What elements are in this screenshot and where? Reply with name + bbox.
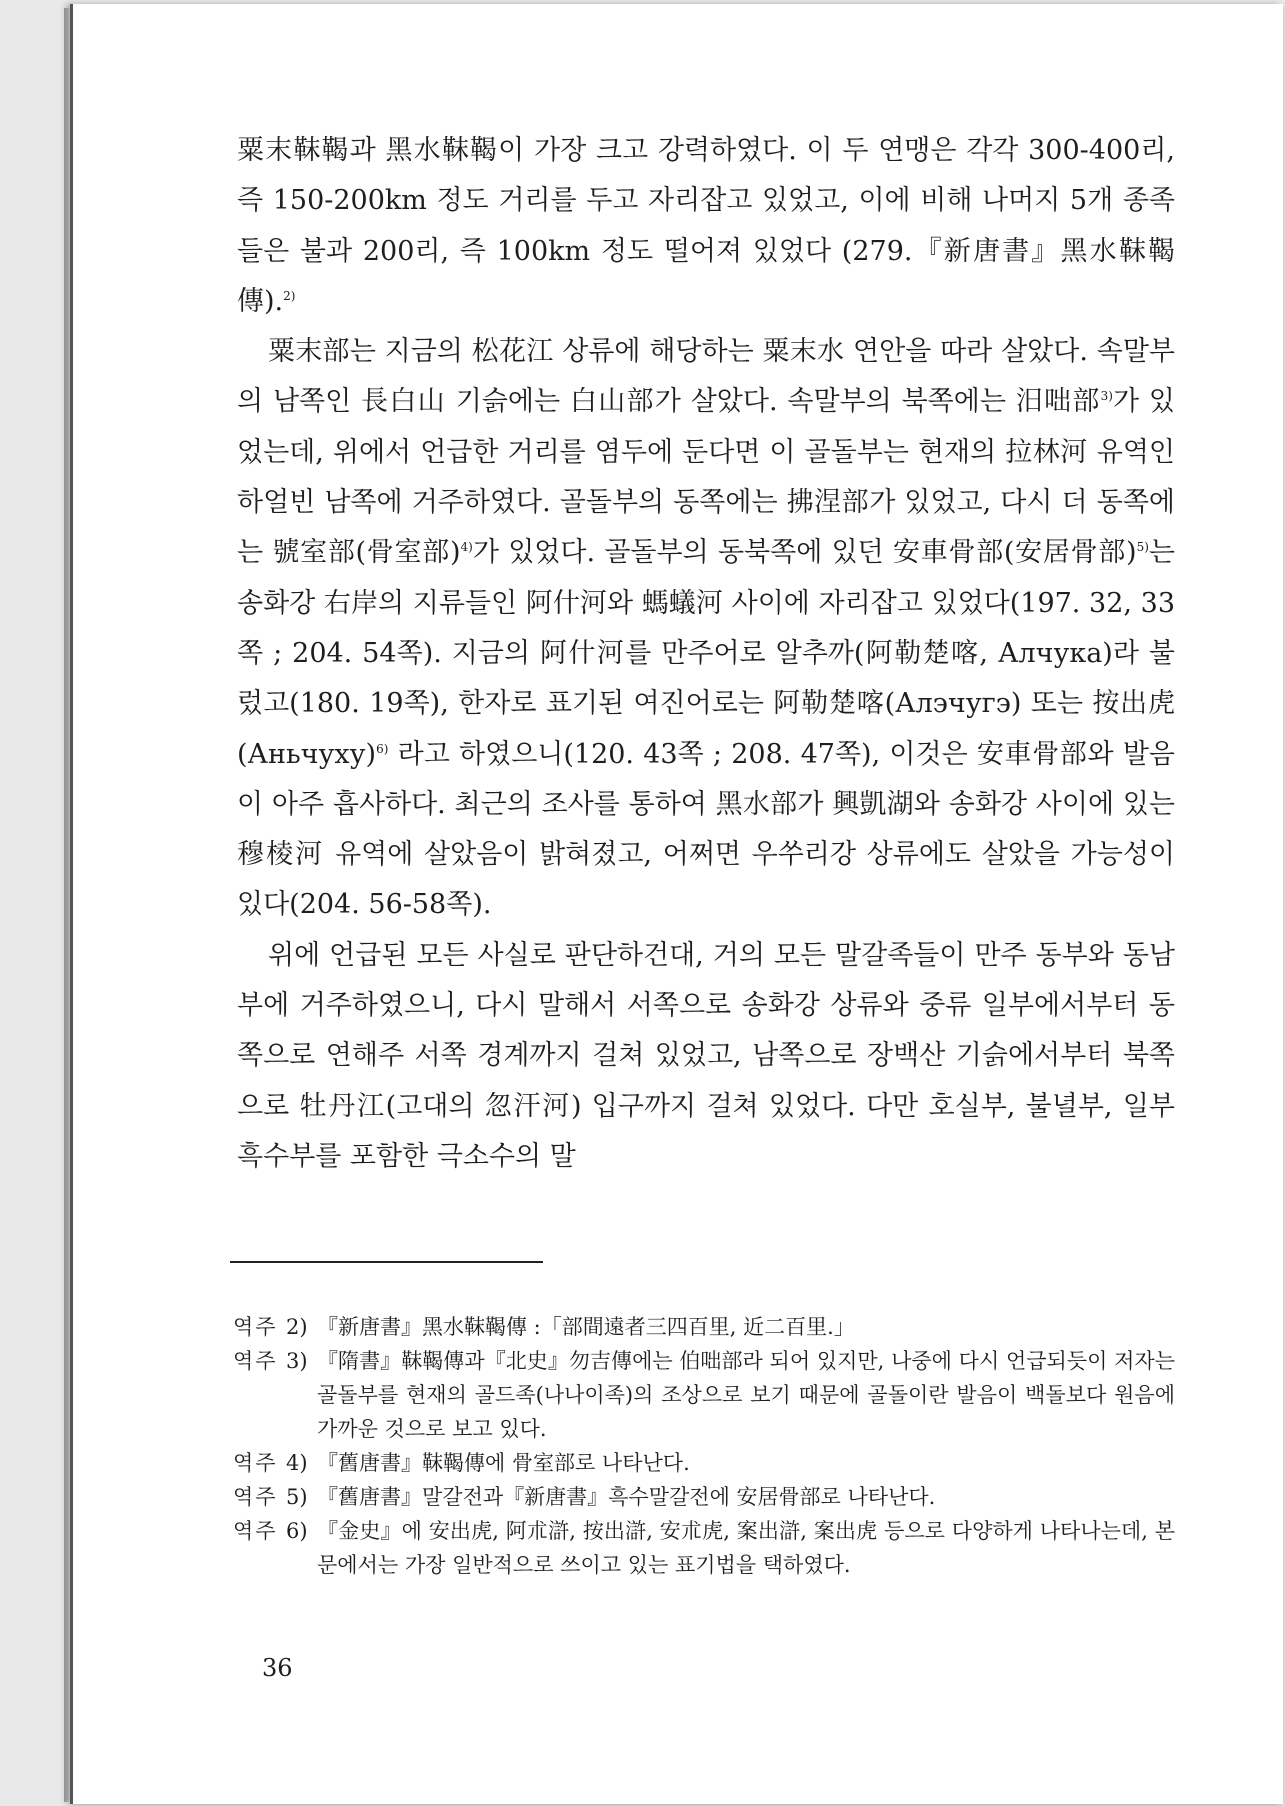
paragraph-text: 위에 언급된 모든 사실로 판단하건대, 거의 모든 말갈족들이 만주 동부와 동남부에 거주하였으니, 다시 말해서 서쪽으로 송화강 상류와 중류 일부에서부터 동쪽으로 연해주 서쪽 경계까지 걸쳐 있었고, 남쪽으로 장백산 기슭에서부터 북쪽으로 牡丹江(고대의 忽汗河) 입구까지 걸쳐 있었다. 다만 호실부, 불녈부, 일부 흑수부를 포함한 극소수의 말 bbox=[237, 939, 1175, 1172]
paragraph bbox=[237, 327, 1175, 931]
footnote-divider bbox=[230, 1261, 543, 1263]
paragraph-text: 가 있었는데, 위에서 언급한 거리를 염두에 둔다면 이 골돌부는 현재의 拉林河 유역인 하얼빈 남쪽에 거주하였다. 골돌부의 동쪽에는 拂涅部가 있었고, 다시 더 동쪽에는 號室部(骨室部) bbox=[237, 386, 1175, 569]
footnotes bbox=[233, 1310, 1175, 1582]
page-edge bbox=[64, 8, 69, 1802]
footnote-ref: 6) bbox=[376, 741, 389, 756]
footnote bbox=[233, 1310, 1175, 1344]
footnote-number: 3) bbox=[286, 1349, 308, 1373]
paragraph-text: 粟末靺鞨과 黑水靺鞨이 가장 크고 강력하였다. 이 두 연맹은 각각 300-400리, 즉 150-200km 정도 거리를 두고 자리잡고 있었고, 이에 비해 나머지 5개 종족들은 불과 200리, 즉 100km 정도 떨어져 있었다 (279.『新唐書』黑水靺鞨傳). bbox=[237, 135, 1175, 317]
paragraph-text: 粟末部는 지금의 松花江 상류에 해당하는 粟末水 연안을 따라 살았다. 속말부의 남쪽인 長白山 기슭에는 白山部가 살았다. 속말부의 북쪽에는 汨咄部 bbox=[237, 336, 1175, 418]
paragraph-text: 는 송화강 右岸의 지류들인 阿什河와 螞蟻河 사이에 자리잡고 있었다(197. 32, 33쪽 ; 204. 54쪽). 지금의 阿什河를 만주어로 알추까(阿勒楚喀, Алчука)라 불렀고(180. 19쪽), 한자로 표기된 여진어로는 阿勒楚喀(Алэчугэ) 또는 按出虎(Аньчуху) bbox=[237, 537, 1175, 770]
footnote bbox=[233, 1514, 1175, 1582]
paragraph-text: 라고 하였으니(120. 43쪽 ; 208. 47쪽), 이것은 安車骨部와 발음이 아주 흡사하다. 최근의 조사를 통하여 黑水部가 興凱湖와 송화강 사이에 있는 穆棱河 유역에 살았음이 밝혀졌고, 어쩌면 우쑤리강 상류에도 살았을 가능성이 있다(204. 56-58쪽). bbox=[237, 738, 1175, 921]
footnote bbox=[233, 1480, 1175, 1514]
footnote-number: 6) bbox=[286, 1519, 308, 1543]
footnote-text: 『新唐書』黑水靺鞨傳 :「部間遠者三四百里, 近二百里.」 bbox=[317, 1315, 855, 1339]
footnote-text: 『金史』에 安出虎, 阿朮滸, 按出滸, 安朮虎, 案出滸, 案出虎 등으로 다양하게 나타나는데, 본문에서는 가장 일반적으로 쓰이고 있는 표기법을 택하였다. bbox=[317, 1519, 1175, 1577]
footnote-tag: 역주 bbox=[233, 1519, 278, 1543]
paragraph bbox=[237, 931, 1175, 1182]
footnote-tag: 역주 bbox=[233, 1349, 278, 1373]
footnote-tag: 역주 bbox=[233, 1315, 278, 1339]
footnote-ref: 3) bbox=[1100, 389, 1113, 404]
footnote-number: 2) bbox=[286, 1315, 308, 1339]
page-number: 36 bbox=[262, 1654, 293, 1682]
footnote-ref: 4) bbox=[460, 540, 473, 555]
footnote-tag: 역주 bbox=[233, 1451, 278, 1475]
footnote-ref: 5) bbox=[1136, 540, 1149, 555]
body-text bbox=[237, 126, 1175, 1182]
footnote-number: 5) bbox=[286, 1485, 308, 1509]
footnote bbox=[233, 1446, 1175, 1480]
footnote-text: 『舊唐書』靺鞨傳에 骨室部로 나타난다. bbox=[317, 1451, 690, 1475]
footnote-text: 『隋書』靺鞨傳과『北史』勿吉傳에는 伯咄部라 되어 있지만, 나중에 다시 언급되듯이 저자는 골돌부를 현재의 골드족(나나이족)의 조상으로 보기 때문에 골돌이란 발음이 백돌보다 원음에 가까운 것으로 보고 있다. bbox=[317, 1349, 1175, 1441]
footnote-text: 『舊唐書』말갈전과『新唐書』흑수말갈전에 安居骨部로 나타난다. bbox=[317, 1485, 936, 1509]
footnote bbox=[233, 1344, 1175, 1446]
footnote-ref: 2) bbox=[283, 288, 296, 303]
footnote-tag: 역주 bbox=[233, 1485, 278, 1509]
paragraph bbox=[237, 126, 1175, 327]
paragraph-text: 가 있었다. 골돌부의 동북쪽에 있던 安車骨部(安居骨部) bbox=[472, 537, 1137, 569]
footnote-number: 4) bbox=[286, 1451, 308, 1475]
